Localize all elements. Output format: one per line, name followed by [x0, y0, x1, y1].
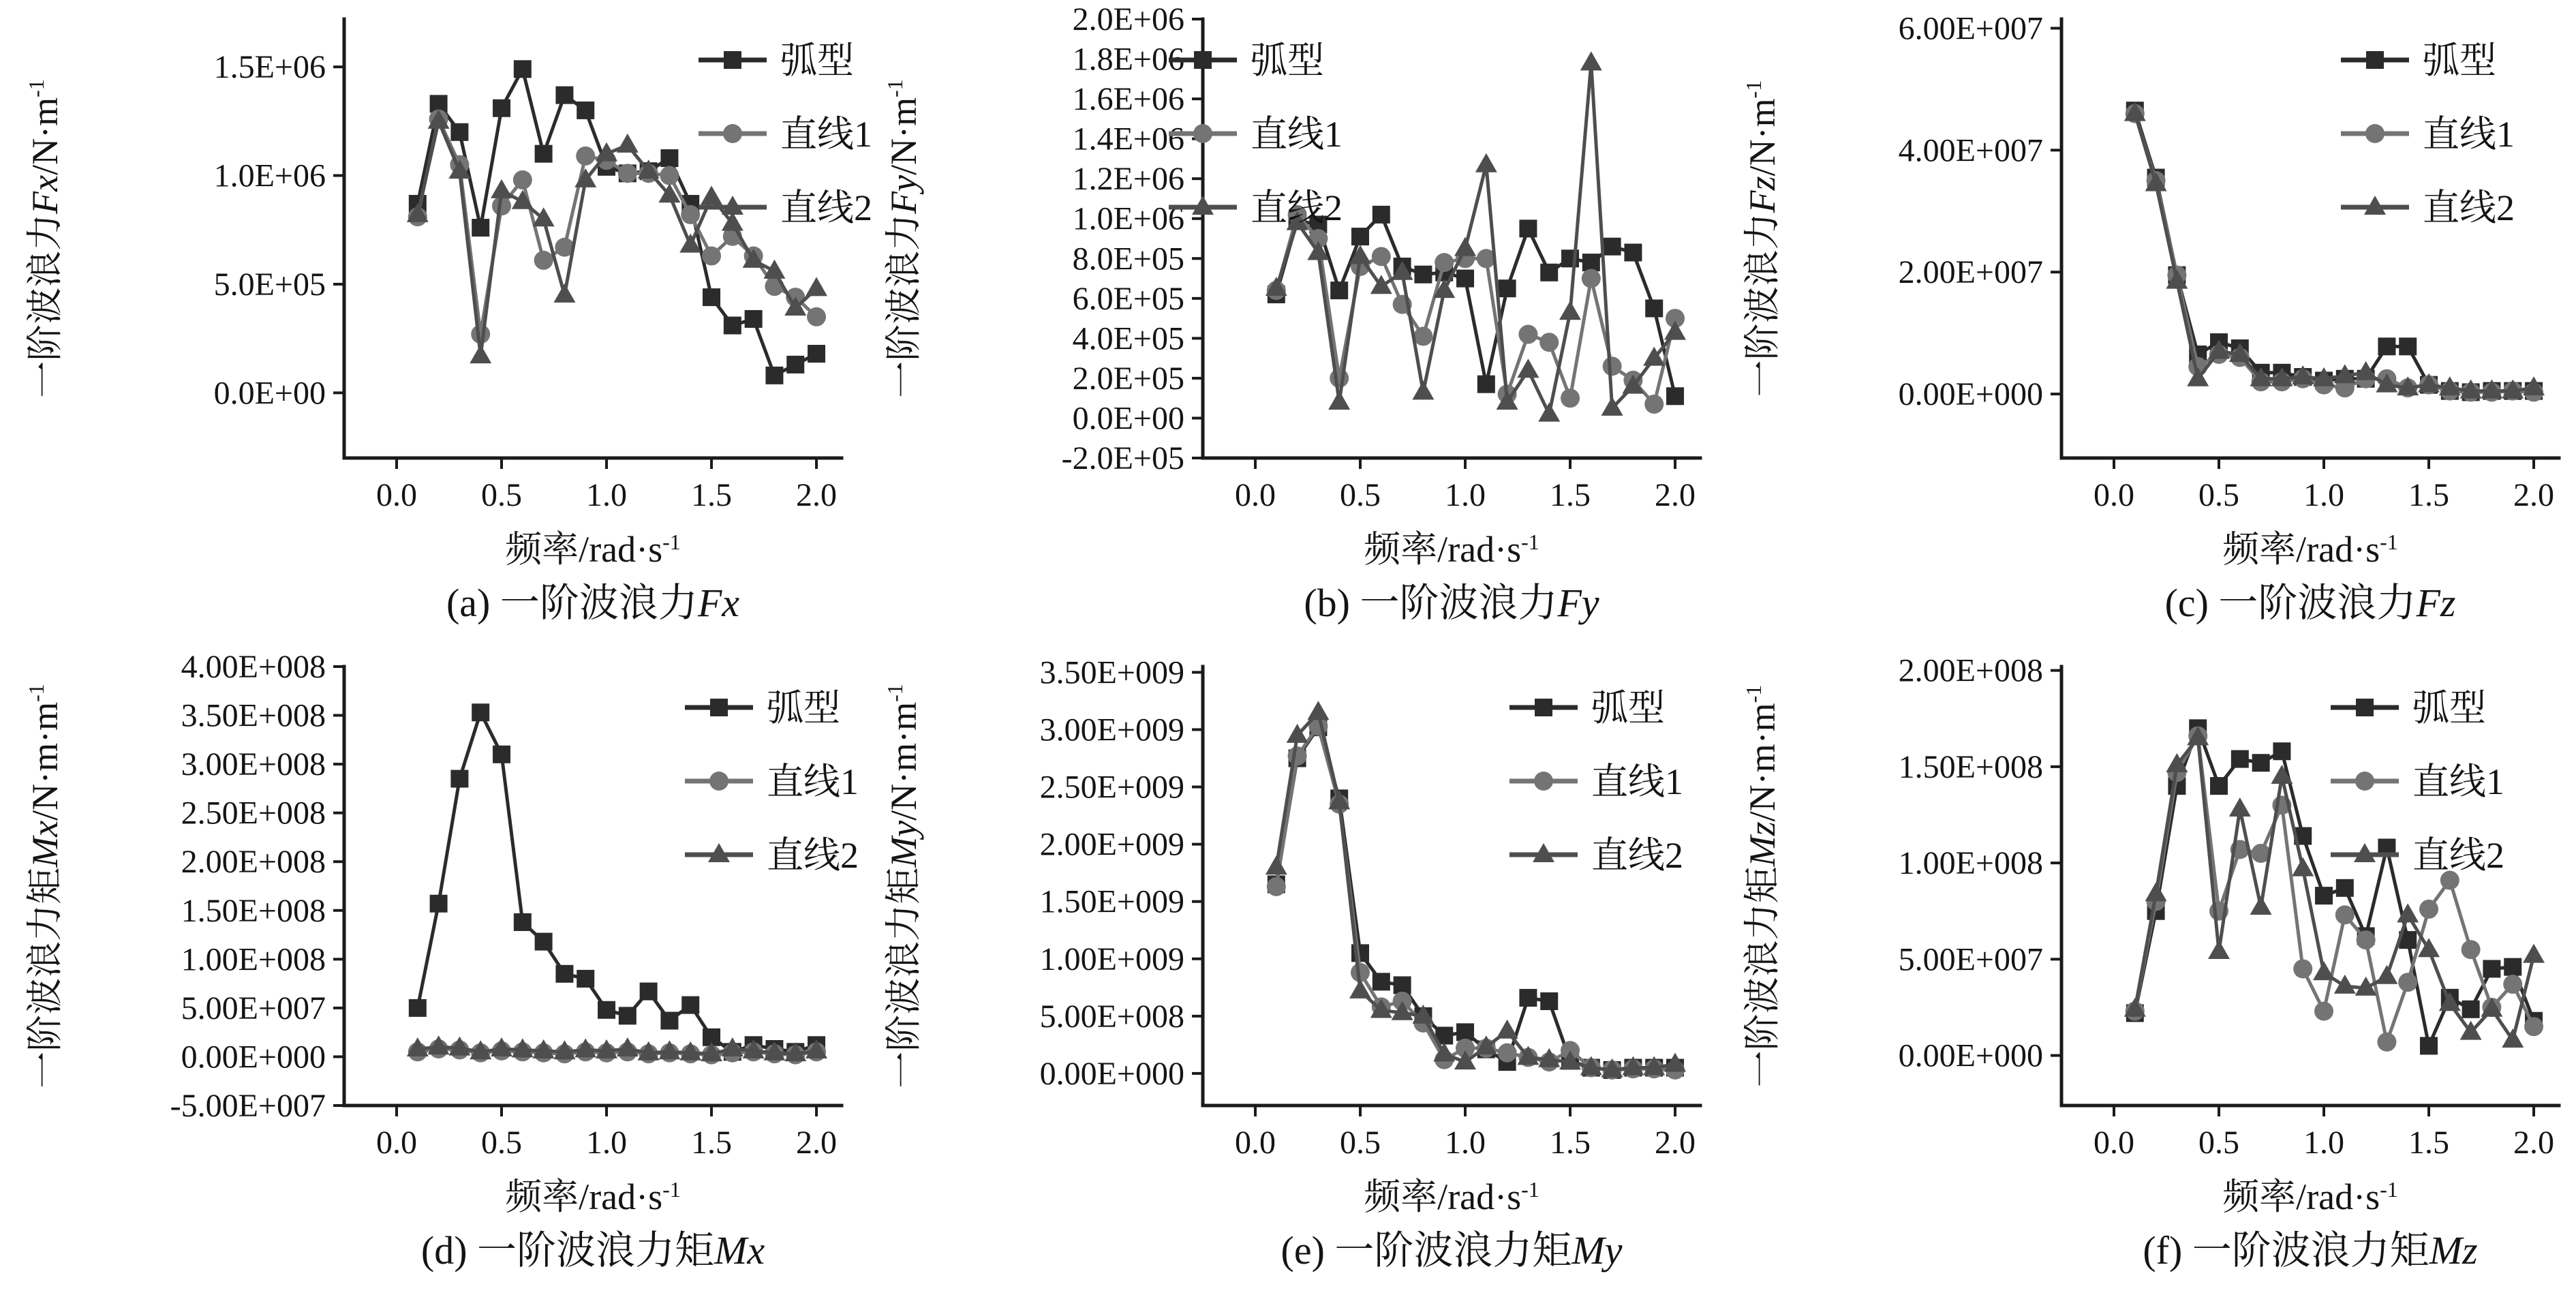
legend-label: 弧型: [1591, 688, 1665, 729]
legend-label: 直线1: [1591, 761, 1683, 802]
y-tick-label: 6.00E+007: [1898, 10, 2043, 47]
y-tick-label: 2.00E+008: [181, 844, 326, 881]
legend-label: 直线1: [767, 761, 859, 802]
y-tick-label: 1.50E+009: [1039, 883, 1184, 920]
y-tick-label: 1.4E+06: [1072, 121, 1184, 157]
x-tick-label: 0.0: [376, 477, 418, 513]
x-tick-label: 1.0: [2303, 1125, 2345, 1161]
x-tick-label: 2.0: [1655, 1125, 1696, 1161]
x-tick-label: 1.0: [1445, 1125, 1486, 1161]
legend: [699, 40, 872, 228]
series-circle: [408, 110, 826, 344]
y-tick-label: 1.6E+06: [1072, 81, 1184, 118]
x-axis-label: 频率$/rad\cdot s^{-1}$: [505, 1176, 681, 1217]
y-tick-label: 5.00E+008: [1039, 998, 1184, 1035]
x-tick-label: 2.0: [1655, 477, 1696, 513]
y-axis-label: [24, 79, 65, 398]
y-tick-label: 8.0E+05: [1072, 241, 1184, 277]
legend: [1509, 688, 1683, 876]
x-tick-label: 0.0: [1235, 1125, 1276, 1161]
x-tick-label: 1.0: [586, 477, 628, 513]
x-tick-label: 0.5: [2198, 477, 2240, 513]
tick-marks: [333, 67, 816, 469]
y-tick-label: 1.0E+06: [1072, 200, 1184, 237]
y-tick-label: 4.00E+008: [181, 649, 326, 685]
legend-label: 弧型: [2412, 688, 2486, 729]
tick-labels: [1040, 654, 1696, 1161]
y-tick-label: 2.0E+05: [1072, 360, 1184, 397]
legend-marker-square-icon: [1194, 51, 1212, 69]
legend-label: 直线2: [1591, 835, 1683, 876]
y-tick-label: 2.00E+007: [1898, 254, 2043, 291]
series-triangle: [1266, 701, 1686, 1078]
y-tick-label: 2.50E+009: [1039, 769, 1184, 806]
legend-label: 弧型: [1251, 40, 1324, 81]
legend-label: 直线2: [780, 187, 872, 228]
x-tick-label: 0.0: [2094, 1125, 2135, 1161]
x-tick-label: 2.0: [2513, 1125, 2555, 1161]
y-tick-label: 2.0E+06: [1072, 1, 1184, 37]
x-tick-label: 0.5: [2198, 1125, 2240, 1161]
y-tick-label: 3.50E+008: [181, 697, 326, 734]
x-tick-label: 2.0: [2513, 477, 2555, 513]
panel-b: [859, 0, 1717, 648]
y-tick-label: 1.00E+008: [181, 941, 326, 978]
y-tick-label: 4.00E+007: [1898, 132, 2043, 169]
panel-e: [859, 648, 1717, 1295]
y-tick-label: 0.00E+000: [1898, 1037, 2043, 1074]
tick-labels: [214, 49, 837, 513]
y-axis-label: [883, 79, 924, 398]
svg-text:一阶波浪力矩Mx/N·m·m-1: 一阶波浪力矩$Mx/N\cdot m\cdot m^{-1}$: [24, 684, 65, 1088]
legend-marker-square-icon: [2356, 699, 2374, 716]
y-tick-label: 0.00E+000: [1898, 376, 2043, 413]
series-triangle: [1266, 51, 1686, 421]
x-tick-label: 1.0: [2303, 477, 2345, 513]
chart-fz: [1717, 0, 2576, 648]
legend-label: 直线1: [1251, 114, 1343, 155]
y-tick-label: 5.0E+05: [213, 266, 326, 303]
panel-f: [1717, 648, 2576, 1295]
legend-marker-circle-icon: [1193, 124, 1212, 143]
y-tick-label: 0.0E+00: [213, 375, 326, 412]
x-tick-label: 2.0: [796, 1125, 838, 1161]
y-tick-label: 2.50E+008: [181, 795, 326, 832]
panel-caption: (e) 一阶波浪力矩My: [1281, 1228, 1623, 1273]
x-axis-label: 频率$/rad\cdot s^{-1}$: [2222, 1176, 2398, 1217]
legend-label: 直线1: [2412, 761, 2504, 802]
y-tick-label: -5.00E+007: [170, 1088, 326, 1124]
x-tick-label: 2.0: [796, 477, 838, 513]
y-tick-label: 5.00E+007: [1898, 941, 2043, 978]
legend-marker-circle-icon: [2355, 772, 2374, 791]
y-tick-label: 1.00E+008: [1898, 845, 2043, 882]
panel-caption: (d) 一阶波浪力矩Mx: [420, 1228, 765, 1273]
y-tick-label: 2.00E+008: [1898, 652, 2043, 689]
y-tick-label: 1.5E+06: [213, 49, 326, 86]
x-tick-label: 1.5: [2408, 1125, 2450, 1161]
chart-mz: [1717, 648, 2576, 1295]
y-tick-label: 1.8E+06: [1072, 41, 1184, 78]
series-square: [409, 703, 825, 1061]
x-axis-label: 频率$/rad\cdot s^{-1}$: [1364, 1176, 1539, 1217]
y-tick-label: 3.50E+009: [1039, 654, 1184, 691]
panel-d: [0, 648, 859, 1295]
legend: [1169, 40, 1343, 228]
panel-caption: (c) 一阶波浪力Fz: [2164, 581, 2456, 625]
legend-label: 直线2: [2412, 835, 2504, 876]
y-tick-label: 1.2E+06: [1072, 161, 1184, 198]
x-tick-label: 1.0: [1445, 477, 1486, 513]
axes: [2061, 667, 2559, 1106]
series-circle: [1267, 205, 1685, 414]
x-tick-label: 0.5: [481, 477, 523, 513]
tick-labels: [170, 649, 837, 1161]
legend-label: 直线1: [2423, 114, 2515, 155]
legend-label: 直线1: [780, 114, 872, 155]
x-tick-label: 0.5: [1340, 1125, 1381, 1161]
svg-text:一阶波浪力Fy/N·m-1: 一阶波浪力$Fy/N\cdot m^{-1}$: [883, 79, 924, 398]
y-tick-label: 0.0E+00: [1072, 400, 1184, 437]
y-tick-label: -2.0E+05: [1061, 440, 1184, 476]
x-tick-label: 0.0: [1235, 477, 1276, 513]
x-tick-label: 0.0: [2094, 477, 2135, 513]
legend-marker-square-icon: [710, 699, 728, 716]
x-tick-label: 0.5: [1340, 477, 1381, 513]
x-tick-label: 1.0: [586, 1125, 628, 1161]
x-tick-label: 1.5: [1550, 477, 1591, 513]
legend-label: 直线2: [1251, 187, 1343, 228]
panel-a: [0, 0, 872, 648]
x-axis-label: 频率$/rad\cdot s^{-1}$: [1364, 529, 1539, 570]
y-tick-label: 4.0E+05: [1072, 320, 1184, 357]
y-tick-label: 3.00E+008: [181, 746, 326, 783]
legend-label: 直线2: [2423, 187, 2515, 228]
tick-labels: [1899, 10, 2554, 513]
tick-marks: [1192, 672, 1675, 1116]
legend: [2331, 688, 2504, 876]
x-tick-label: 1.5: [1550, 1125, 1591, 1161]
y-axis-label: [883, 684, 924, 1088]
y-tick-label: 5.00E+007: [181, 990, 326, 1026]
y-tick-label: 2.00E+009: [1039, 826, 1184, 863]
legend-marker-circle-icon: [1534, 772, 1553, 791]
y-tick-label: 0.00E+000: [181, 1039, 326, 1076]
svg-text:一阶波浪力Fx/N·m-1: 一阶波浪力$Fx/N\cdot m^{-1}$: [24, 79, 65, 398]
x-axis-label: 频率$/rad\cdot s^{-1}$: [2222, 529, 2398, 570]
x-axis-label: 频率$/rad\cdot s^{-1}$: [505, 529, 681, 570]
y-tick-label: 6.0E+05: [1072, 280, 1184, 317]
x-tick-label: 0.0: [376, 1125, 418, 1161]
panel-c: [1717, 0, 2576, 648]
chart-fy: [859, 0, 1717, 648]
legend-label: 直线2: [767, 835, 859, 876]
legend-marker-square-icon: [724, 51, 741, 69]
svg-text:一阶波浪力矩Mz/N·m·m-1: 一阶波浪力矩$Mz/N\cdot m\cdot m^{-1}$: [1741, 684, 1783, 1088]
legend: [2341, 40, 2515, 228]
y-tick-label: 1.50E+008: [1898, 748, 2043, 785]
legend: [685, 688, 859, 876]
legend-marker-square-icon: [1535, 699, 1552, 716]
x-tick-label: 0.5: [481, 1125, 523, 1161]
y-axis-label: [1741, 685, 1783, 1088]
y-tick-label: 3.00E+009: [1039, 712, 1184, 748]
y-axis-label: [1741, 80, 1783, 397]
y-axis-label: [24, 684, 65, 1088]
y-tick-label: 0.00E+000: [1039, 1055, 1184, 1092]
legend-label: 弧型: [780, 40, 854, 81]
legend-marker-square-icon: [2366, 51, 2384, 69]
x-tick-label: 1.5: [2408, 477, 2450, 513]
x-tick-label: 1.5: [691, 477, 733, 513]
legend-marker-circle-icon: [709, 772, 729, 791]
legend-label: 弧型: [767, 688, 840, 729]
tick-marks: [2051, 28, 2534, 469]
legend-marker-circle-icon: [2365, 124, 2385, 143]
chart-my: [859, 648, 1717, 1295]
svg-text:一阶波浪力矩My/N·m·m-1: 一阶波浪力矩$My/N\cdot m\cdot m^{-1}$: [883, 684, 924, 1088]
y-tick-label: 1.50E+008: [181, 892, 326, 929]
axes: [344, 19, 842, 458]
y-tick-label: 1.00E+009: [1039, 941, 1184, 977]
chart-mx: [0, 648, 859, 1295]
svg-text:一阶波浪力Fz/N·m-1: 一阶波浪力$Fz/N\cdot m^{-1}$: [1741, 80, 1783, 397]
y-tick-label: 1.0E+06: [213, 157, 326, 194]
legend-marker-circle-icon: [723, 124, 742, 143]
x-tick-label: 1.5: [691, 1125, 733, 1161]
panel-caption: (b) 一阶波浪力Fy: [1304, 581, 1599, 625]
chart-fx: [0, 0, 872, 648]
panel-caption: (a) 一阶波浪力Fx: [446, 581, 740, 625]
legend-label: 弧型: [2423, 40, 2496, 81]
panel-caption: (f) 一阶波浪力矩Mz: [2143, 1228, 2478, 1273]
